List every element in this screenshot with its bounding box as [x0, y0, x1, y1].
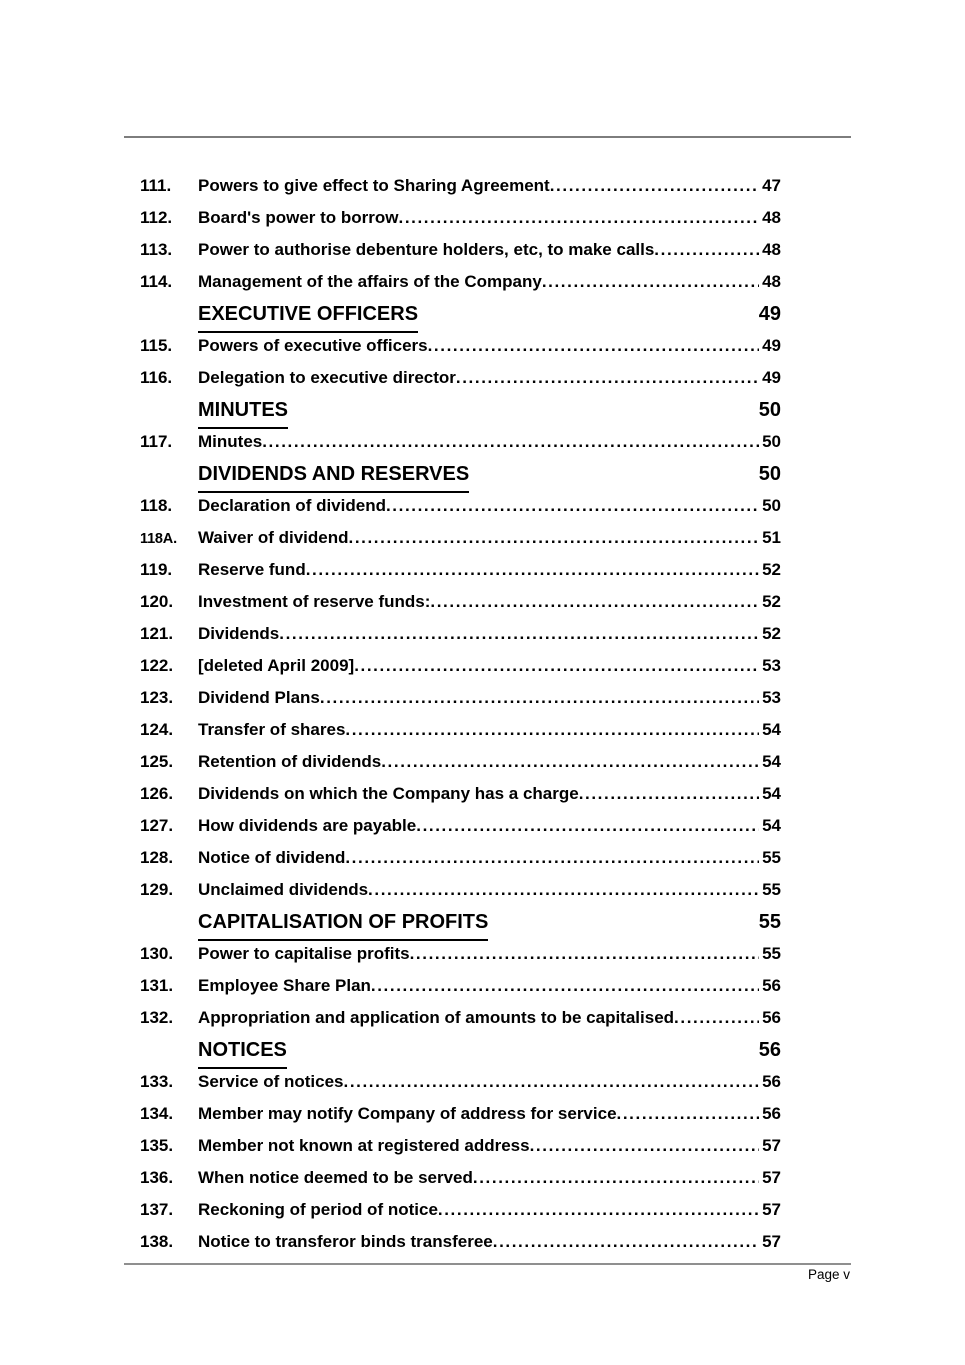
entry-page-number: 52: [762, 592, 781, 611]
section-heading-title: MINUTES: [198, 394, 288, 429]
dot-leader: [456, 362, 759, 394]
dot-leader: [354, 650, 759, 682]
toc-entry-row: [140, 1194, 781, 1226]
section-heading-page-number: 50: [758, 463, 781, 485]
dot-leader: [410, 938, 759, 970]
entry-title: Transfer of shares: [198, 720, 346, 739]
entry-number: 129.: [140, 880, 174, 899]
toc-entry-row: [140, 522, 781, 554]
entry-number: 118.: [140, 496, 173, 515]
entry-page-number: 52: [762, 624, 781, 643]
entry-title: [deleted April 2009]: [198, 656, 355, 675]
toc-entry-row: [140, 938, 781, 970]
toc-entry-row: [140, 1066, 781, 1098]
toc-entry-row: [140, 586, 781, 618]
entry-number: 121.: [140, 624, 174, 643]
entry-title: Power to authorise debenture holders, etc, to make calls: [198, 240, 655, 259]
dot-leader: [349, 522, 760, 554]
page-number-footer: Page v: [807, 1267, 850, 1282]
header-rule: [124, 136, 851, 138]
entry-page-number: 48: [762, 240, 781, 259]
entry-page-number: 52: [762, 560, 781, 579]
entry-title: Retention of dividends: [198, 752, 382, 771]
section-heading-page-number: 55: [758, 911, 781, 933]
toc-entry-row: [140, 1130, 781, 1162]
toc-entry-row: [140, 202, 781, 234]
dot-leader: [542, 266, 759, 298]
entry-number: 119.: [140, 560, 173, 579]
entry-title: Management of the affairs of the Company: [198, 272, 542, 291]
entry-page-number: 50: [762, 496, 781, 515]
dot-leader: [381, 746, 759, 778]
toc-entry-row: [140, 650, 781, 682]
dot-leader: [428, 330, 759, 362]
dot-leader: [654, 234, 759, 266]
toc-entry-row: [140, 746, 781, 778]
entry-page-number: 48: [762, 208, 781, 227]
entry-title: Investment of reserve funds:: [198, 592, 431, 611]
entry-number: 128.: [140, 848, 174, 867]
entry-number: 133.: [140, 1072, 174, 1091]
entry-page-number: 54: [762, 816, 781, 835]
toc-section-heading-row: [140, 906, 781, 938]
dot-leader: [438, 1194, 759, 1226]
entry-title: Service of notices: [198, 1072, 344, 1091]
toc-entry-row: [140, 234, 781, 266]
entry-number: 112.: [140, 208, 173, 227]
section-heading-title: CAPITALISATION OF PROFITS: [198, 906, 488, 941]
entry-number: 137.: [140, 1200, 174, 1219]
dot-leader: [493, 1226, 759, 1258]
dot-leader: [345, 714, 759, 746]
dot-leader: [368, 874, 759, 906]
toc-entry-row: [140, 778, 781, 810]
entry-page-number: 54: [762, 752, 781, 771]
entry-page-number: 49: [762, 336, 781, 355]
entry-page-number: 54: [762, 784, 781, 803]
entry-number: 117.: [140, 432, 173, 451]
entry-page-number: 48: [762, 272, 781, 291]
toc-section-heading-row: [140, 458, 781, 490]
entry-number: 134.: [140, 1104, 174, 1123]
entry-number: 126.: [140, 784, 174, 803]
entry-title: Reserve fund: [198, 560, 306, 579]
entry-number: 138.: [140, 1232, 174, 1251]
toc-entry-row: [140, 874, 781, 906]
dot-leader: [344, 1066, 760, 1098]
entry-title: Power to capitalise profits: [198, 944, 410, 963]
entry-number: 130.: [140, 944, 174, 963]
entry-page-number: 53: [762, 656, 781, 675]
entry-page-number: 54: [762, 720, 781, 739]
entry-title: Notice of dividend: [198, 848, 346, 867]
dot-leader: [617, 1098, 760, 1130]
toc-entry-row: [140, 1226, 781, 1258]
dot-leader: [473, 1162, 759, 1194]
entry-page-number: 56: [762, 976, 781, 995]
entry-title: Member may notify Company of address for service: [198, 1104, 617, 1123]
entry-page-number: 57: [762, 1232, 781, 1251]
entry-title: Notice to transferor binds transferee: [198, 1232, 493, 1251]
entry-page-number: 56: [762, 1072, 781, 1091]
toc-entry-row: [140, 362, 781, 394]
dot-leader: [430, 586, 759, 618]
entry-page-number: 55: [762, 848, 781, 867]
toc-entry-row: [140, 490, 781, 522]
dot-leader: [579, 778, 759, 810]
entry-page-number: 57: [762, 1200, 781, 1219]
toc-entry-row: [140, 554, 781, 586]
entry-title: How dividends are payable: [198, 816, 417, 835]
toc-entry-row: [140, 1002, 781, 1034]
toc-entry-row: [140, 426, 781, 458]
section-heading-page-number: 56: [758, 1039, 781, 1061]
entry-number: 132.: [140, 1008, 174, 1027]
toc-entry-row: [140, 682, 781, 714]
toc-section-heading-row: [140, 1034, 781, 1066]
toc-entry-row: [140, 810, 781, 842]
entry-title: Reckoning of period of notice: [198, 1200, 438, 1219]
dot-leader: [279, 618, 759, 650]
entry-number: 116.: [140, 368, 173, 387]
entry-page-number: 47: [762, 176, 781, 195]
entry-title: Dividend Plans: [198, 688, 320, 707]
toc-entry-row: [140, 170, 781, 202]
table-of-contents: [140, 170, 781, 1258]
toc-entry-row: [140, 842, 781, 874]
toc-entry-row: [140, 970, 781, 1002]
dot-leader: [399, 202, 760, 234]
entry-page-number: 55: [762, 944, 781, 963]
toc-section-heading-row: [140, 394, 781, 426]
entry-page-number: 56: [762, 1104, 781, 1123]
entry-number: 111.: [140, 176, 172, 195]
entry-title: Powers of executive officers: [198, 336, 428, 355]
entry-title: Member not known at registered address: [198, 1136, 530, 1155]
dot-leader: [306, 554, 759, 586]
entry-number: 114.: [140, 272, 173, 291]
entry-number: 123.: [140, 688, 174, 707]
toc-entry-row: [140, 330, 781, 362]
entry-page-number: 57: [762, 1136, 781, 1155]
entry-number: 125.: [140, 752, 174, 771]
toc-entry-row: [140, 618, 781, 650]
entry-title: When notice deemed to be served: [198, 1168, 473, 1187]
section-heading-page-number: 50: [758, 399, 781, 421]
toc-entry-row: [140, 1098, 781, 1130]
entry-title: Board's power to borrow: [198, 208, 399, 227]
entry-page-number: 55: [762, 880, 781, 899]
dot-leader: [262, 426, 759, 458]
entry-title: Delegation to executive director: [198, 368, 456, 387]
entry-title: Appropriation and application of amounts to be capitalised: [198, 1008, 675, 1027]
entry-number: 122.: [140, 656, 174, 675]
toc-entry-row: [140, 1162, 781, 1194]
entry-page-number: 56: [762, 1008, 781, 1027]
entry-page-number: 53: [762, 688, 781, 707]
section-heading-title: NOTICES: [198, 1034, 287, 1069]
entry-page-number: 57: [762, 1168, 781, 1187]
entry-page-number: 50: [762, 432, 781, 451]
entry-title: Minutes: [198, 432, 263, 451]
entry-number: 118A.: [140, 531, 177, 547]
entry-page-number: 51: [762, 528, 781, 547]
entry-title: Declaration of dividend: [198, 496, 386, 515]
dot-leader: [530, 1130, 759, 1162]
entry-title: Unclaimed dividends: [198, 880, 369, 899]
dot-leader: [386, 490, 759, 522]
section-heading-title: DIVIDENDS AND RESERVES: [198, 458, 469, 493]
entry-number: 135.: [140, 1136, 174, 1155]
dot-leader: [345, 842, 759, 874]
entry-page-number: 49: [762, 368, 781, 387]
section-heading-page-number: 49: [758, 303, 781, 325]
entry-number: 115.: [140, 336, 173, 355]
toc-section-heading-row: [140, 298, 781, 330]
entry-title: Waiver of dividend: [198, 528, 349, 547]
entry-number: 113.: [140, 240, 173, 259]
footer-rule: [124, 1263, 851, 1265]
entry-number: 127.: [140, 816, 174, 835]
entry-number: 131.: [140, 976, 174, 995]
entry-number: 124.: [140, 720, 174, 739]
entry-title: Dividends on which the Company has a charge: [198, 784, 579, 803]
dot-leader: [674, 1002, 759, 1034]
section-heading-title: EXECUTIVE OFFICERS: [198, 298, 418, 333]
toc-entry-row: [140, 266, 781, 298]
entry-number: 120.: [140, 592, 174, 611]
dot-leader: [320, 682, 759, 714]
dot-leader: [416, 810, 759, 842]
dot-leader: [550, 170, 759, 202]
toc-entry-row: [140, 714, 781, 746]
entry-title: Powers to give effect to Sharing Agreement: [198, 176, 550, 195]
entry-number: 136.: [140, 1168, 174, 1187]
entry-title: Employee Share Plan: [198, 976, 371, 995]
dot-leader: [371, 970, 759, 1002]
entry-title: Dividends: [198, 624, 280, 643]
